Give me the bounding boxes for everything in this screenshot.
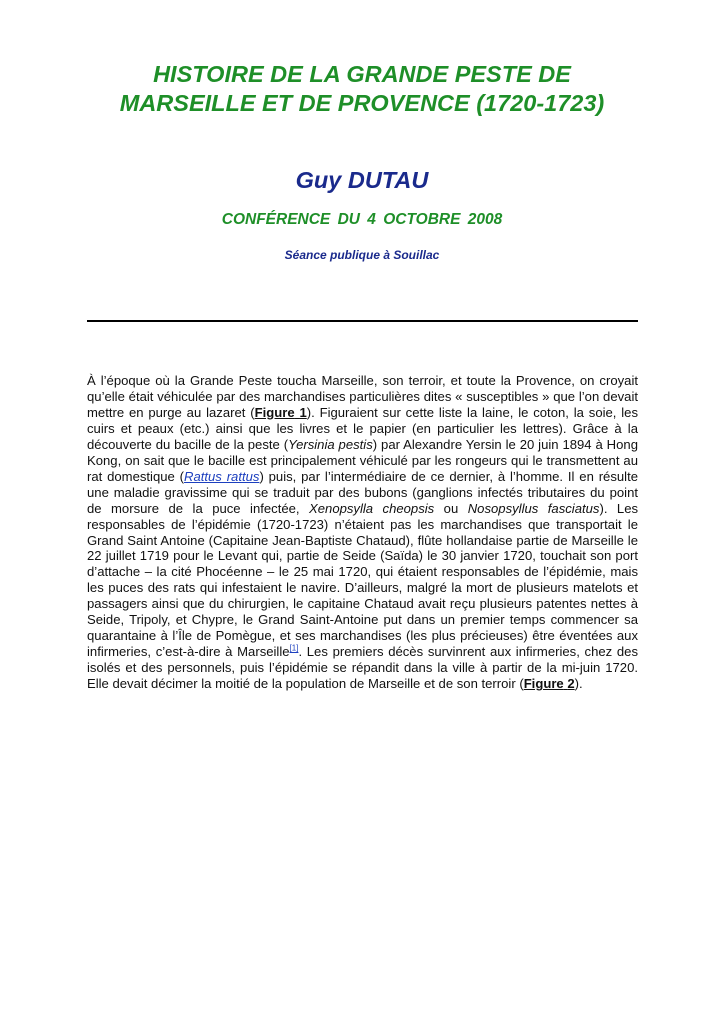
text-segment: ou bbox=[434, 500, 468, 516]
figure-1-number: 1 bbox=[299, 404, 307, 420]
seance-location: Séance publique à Souillac bbox=[284, 248, 440, 262]
figure-1-label: Figure bbox=[254, 404, 295, 420]
rattus-rattus-link[interactable]: Rattus rattus bbox=[184, 468, 260, 484]
text-segment: ). bbox=[574, 676, 583, 692]
latin-name-xenopsylla: Xenopsylla cheopsis bbox=[309, 500, 435, 516]
figure-2-label: Figure bbox=[523, 676, 564, 692]
text-segment: ). Figuraient sur cette liste la laine, le coton, la soie, les cuirs et peaux (etc.) ainsi que les livres et le papier (en particulier les lettres). Grâce à la découverte du bacille de la peste ( bbox=[87, 404, 639, 452]
text-segment: ) puis, par l’intermédiaire de ce dernier, à l’homme. Il en résulte une maladie gravissime qui se traduit par des bubons (ganglions infectés tributaires du point de morsure de la puce infectée, bbox=[87, 468, 638, 516]
text-segment: ) par Alexandre Yersin le 20 juin 1894 à Hong Kong, on sait que le bacille est principalement véhiculé par les rongeurs qui le transmettent au rat domestique ( bbox=[87, 436, 638, 484]
latin-name-yersinia: Yersinia pestis bbox=[288, 436, 373, 452]
footnote-1-link[interactable]: [1] bbox=[289, 643, 299, 653]
body-paragraph bbox=[87, 373, 638, 692]
figure-1-link[interactable] bbox=[255, 405, 307, 420]
title-line-1: HISTOIRE DE LA GRANDE PESTE DE bbox=[153, 61, 571, 87]
latin-name-nosopsyllus: Nosopsyllus fasciatus bbox=[467, 500, 600, 516]
text-segment: À l’époque où la Grande Peste toucha Marseille, son terroir, et toute la Provence, on croyait qu’elle était véhiculée par des marchandises particulières dites « susceptibles » que l’on devait mettre en purge au lazaret ( bbox=[87, 373, 638, 420]
text-segment: ). Les responsables de l’épidémie (1720-1723) n’étaient pas les marchandises que transportait le Grand Saint Antoine (Capitaine Jean-Baptiste Chataud), flûte hollandaise partie de Marseille le 22 juillet 1719 pour le Levant qui, partie de Seide (Saïda) le 30 janvier 1720, touchait son port d’attache – la cité Phocéenne – le 25 mai 1720, qui étaient responsables de l’épidémie, mais les puces des rats qui infestaient le navire. D’ailleurs, malgré la mort de plusieurs matelots et passagers ainsi que du chirurgien, le capitaine Chataud avait reçu plusieurs patentes nettes à Seide, Tripoly, et Chypre, le Grand Saint-Antoine put dans un premier temps commencer sa quarantaine à l’Île de Pomègue, et ses marchandises (les plus précieuses) être éventées aux infirmeries, c’est-à-dire à Marseille bbox=[87, 500, 639, 660]
conference-date: CONFÉRENCE DU 4 OCTOBRE 2008 bbox=[221, 211, 503, 228]
text-segment: . Les premiers décès survinrent aux infirmeries, chez des isolés et des personnels, puis l’épidémie se répandit dans la ville à partir de la mi-juin 1720. Elle devait décimer la moitié de la population de Marseille et de son terroir ( bbox=[87, 644, 638, 692]
author-name: Guy DUTAU bbox=[295, 167, 429, 193]
figure-2-link[interactable] bbox=[524, 676, 575, 691]
horizontal-divider bbox=[87, 320, 638, 322]
document-title bbox=[60, 60, 664, 118]
figure-2-number: 2 bbox=[567, 676, 575, 692]
title-line-2: MARSEILLE ET DE PROVENCE (1720-1723) bbox=[119, 90, 605, 116]
